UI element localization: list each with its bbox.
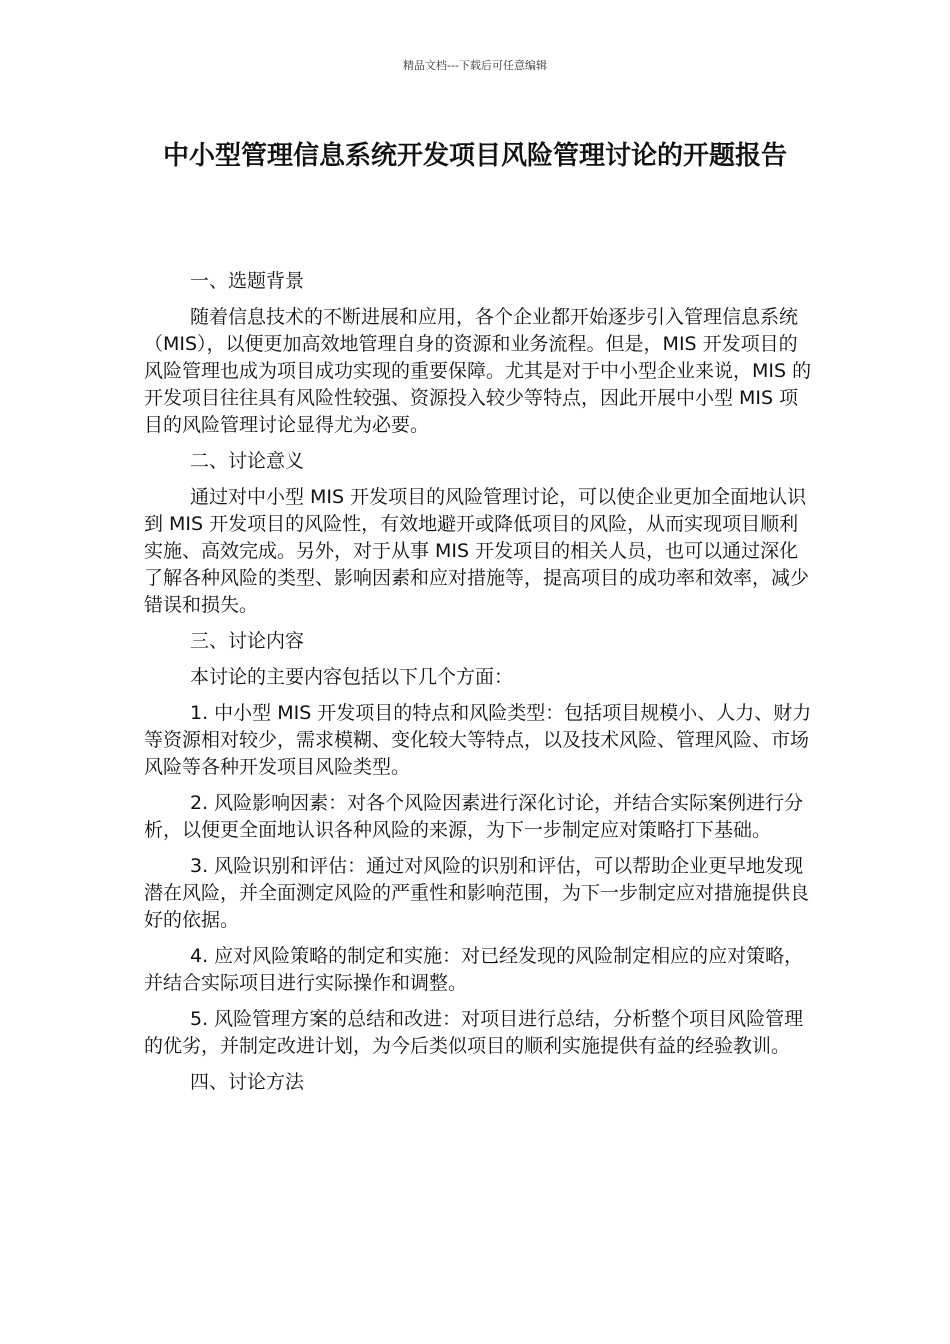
list-item-1: 1. 中小型 MIS 开发项目的特点和风险类型：包括项目规模小、人力、财力等资源相对较少，需求模糊、变化较大等特点，以及技术风险、管理风险、市场风险等各种开发项目风险类型。 — [144, 702, 812, 778]
section-heading-method: 四、讨论方法 — [190, 1071, 305, 1093]
paragraph-content-intro: 本讨论的主要内容包括以下几个方面： — [190, 666, 514, 688]
document-title: 中小型管理信息系统开发项目风险管理讨论的开题报告 — [162, 141, 787, 171]
header-note: 精品文档---下载后可任意编辑 — [403, 59, 547, 72]
document-body — [144, 268, 814, 1105]
list-item-5: 5. 风险管理方案的总结和改进：对项目进行总结，分析整个项目风险管理的优劣，并制定改进计划，为今后类似项目的顺利实施提供有益的经验教训。 — [144, 1008, 804, 1057]
section-heading-background: 一、选题背景 — [190, 270, 305, 292]
paragraph-background: 随着信息技术的不断进展和应用，各个企业都开始逐步引入管理信息系统（MIS），以便更加高效地管理自身的资源和业务流程。但是，MIS 开发项目的风险管理也成为项目成功实现的重要保障。尤其是对于中小型企业来说，MIS 的开发项目往往具有风险性较强、资源投入较少等特点，因此开展中小型 MIS 项目的风险管理讨论显得尤为必要。 — [144, 306, 812, 436]
section-heading-content: 三、讨论内容 — [190, 630, 305, 652]
section-heading-significance: 二、讨论意义 — [190, 450, 305, 472]
paragraph-significance: 通过对中小型 MIS 开发项目的风险管理讨论，可以使企业更加全面地认识到 MIS 开发项目的风险性，有效地避开或降低项目的风险，从而实现项目顺利实施、高效完成。另外，对于从事 MIS 开发项目的相关人员，也可以通过深化了解各种风险的类型、影响因素和应对措施等，提高项目的成功率和效率，减少错误和损失。 — [144, 486, 810, 616]
list-item-3: 3. 风险识别和评估：通过对风险的识别和评估，可以帮助企业更早地发现潜在风险，并全面测定风险的严重性和影响范围，为下一步制定应对措施提供良好的依据。 — [144, 855, 810, 931]
list-item-2: 2. 风险影响因素：对各个风险因素进行深化讨论，并结合实际案例进行分析，以便更全面地认识各种风险的来源，为下一步制定应对策略打下基础。 — [144, 792, 804, 841]
list-item-4: 4. 应对风险策略的制定和实施：对已经发现的风险制定相应的应对策略，并结合实际项目进行实际操作和调整。 — [144, 945, 804, 994]
